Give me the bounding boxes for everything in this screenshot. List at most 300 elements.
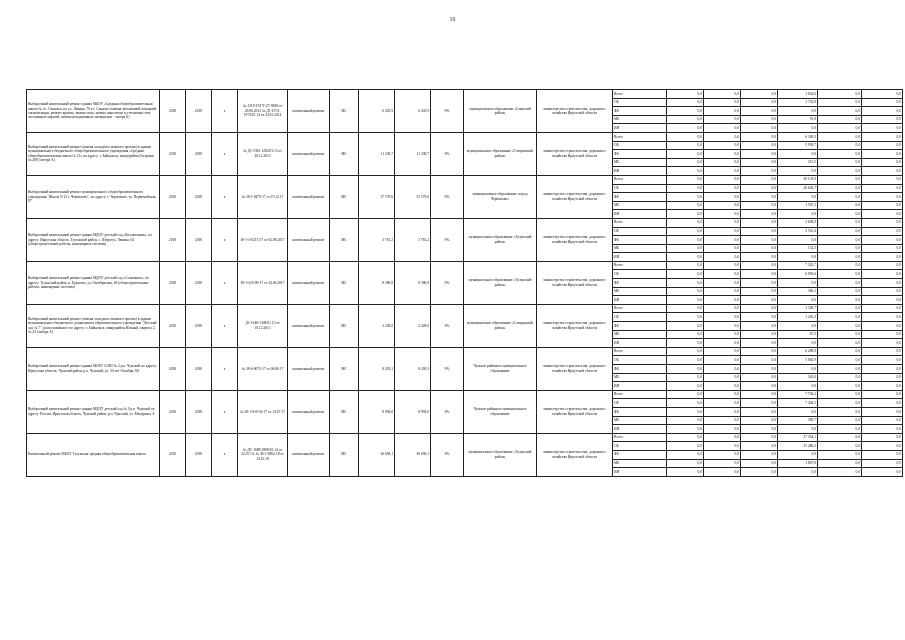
municipality: Чунское районное муниципальное образование [464, 390, 537, 433]
funding-value: 0,0 [667, 158, 704, 167]
funding-source: ИИ [613, 167, 667, 176]
table-row [27, 261, 903, 270]
readiness-percent: 0% [431, 132, 464, 175]
year-end: 2018 [186, 175, 212, 218]
funding-value: 0,0 [667, 279, 704, 288]
funding-value: 0,0 [704, 193, 741, 202]
funding-value: 0,0 [704, 210, 741, 219]
municipality: муниципальное образование «Слюдянский район» [464, 132, 537, 175]
funding-value: 0,0 [741, 450, 778, 459]
funding-value: 0,0 [818, 390, 862, 399]
funding-value: 6 288,9 [778, 347, 818, 356]
ownership-form: МС [330, 90, 359, 133]
funding-value: 0,0 [741, 373, 778, 382]
funding-value: 0,0 [704, 218, 741, 227]
year-end: 2018 [186, 433, 212, 476]
funding-value: 0,0 [778, 450, 818, 459]
funding-value: 0,0 [704, 347, 741, 356]
document-ref: № ДС-1688-1888/01.14 от 22.10.14, № 38-1-0862-18 от 14.10.18 [238, 433, 288, 476]
responsible-ministry: министерство строительства, дорожного хозяйства Иркутской области [537, 218, 613, 261]
funding-value: 0,0 [704, 175, 741, 184]
funding-value: 0,0 [862, 399, 903, 408]
funding-value: 0,0 [667, 416, 704, 425]
funding-source: ОБ [613, 356, 667, 365]
funding-value: 0,0 [862, 150, 903, 159]
funding-value: 0,0 [704, 459, 741, 468]
funding-value: 0,0 [778, 236, 818, 245]
funding-value: 0,0 [778, 322, 818, 331]
estimated-cost: 37 579,6 [359, 175, 395, 218]
funding-value: 0,0 [778, 365, 818, 374]
funding-value: 0,0 [704, 322, 741, 331]
table-body [27, 90, 903, 477]
funding-value: 0,0 [704, 356, 741, 365]
funding-value: 0,0 [667, 227, 704, 236]
capital-repair-table [26, 89, 903, 477]
work-type: капитальный ремонт [288, 218, 330, 261]
funding-value: 0,0 [862, 175, 903, 184]
year-end: 2018 [186, 347, 212, 390]
funding-value: 0,0 [704, 468, 741, 477]
funding-value: 0,0 [704, 279, 741, 288]
funding-value: 0,0 [704, 141, 741, 150]
readiness-percent: 0% [431, 347, 464, 390]
funding-source: ОБ [613, 227, 667, 236]
mark: x [212, 390, 238, 433]
funding-source: ФБ [613, 450, 667, 459]
funding-value: 0,0 [778, 279, 818, 288]
remaining-cost: 6 435,9 [395, 90, 431, 133]
funding-value: 0,0 [704, 339, 741, 348]
funding-value: 2 516,4 [778, 227, 818, 236]
responsible-ministry: министерство строительства, дорожного хозяйства Иркутской области [537, 90, 613, 133]
table-row [27, 175, 903, 184]
funding-value: 0,0 [862, 184, 903, 193]
funding-value: 0,0 [741, 459, 778, 468]
responsible-ministry: министерство строительства, дорожного хозяйства Иркутской области [537, 261, 613, 304]
funding-value: 0,0 [667, 390, 704, 399]
funding-value: 0,0 [741, 296, 778, 305]
funding-value: 0,0 [704, 124, 741, 133]
funding-source: МБ [613, 244, 667, 253]
funding-value: 0,0 [862, 167, 903, 176]
funding-value: 0,0 [667, 322, 704, 331]
funding-value: 0,0 [818, 158, 862, 167]
year-start: 2018 [160, 261, 186, 304]
municipality: муниципальное образование «Тулунский район» [464, 261, 537, 304]
table-row [27, 132, 903, 141]
funding-value: 0,0 [667, 193, 704, 202]
funding-value: 0,0 [818, 270, 862, 279]
estimated-cost: 8 994,0 [359, 390, 395, 433]
work-type: капитальный ремонт [288, 175, 330, 218]
funding-value: 0,0 [741, 304, 778, 313]
funding-value: 0,0 [778, 150, 818, 159]
funding-value: 35 486,3 [778, 442, 818, 451]
funding-value: 0,0 [818, 184, 862, 193]
funding-value: 132,5 [778, 244, 818, 253]
funding-value: 0,0 [818, 365, 862, 374]
funding-value: 0,0 [741, 115, 778, 124]
funding-value: 0,0 [862, 90, 903, 99]
funding-value: 0,0 [818, 425, 862, 434]
funding-source: ФБ [613, 322, 667, 331]
work-type: капитальный ремонт [288, 304, 330, 347]
funding-value: 0,0 [741, 107, 778, 116]
funding-value: 0,0 [704, 107, 741, 116]
funding-value: 0,0 [778, 296, 818, 305]
responsible-ministry: министерство строительства, дорожного хозяйства Иркутской области [537, 347, 613, 390]
funding-source: Всего [613, 304, 667, 313]
funding-value: 0,0 [704, 167, 741, 176]
ownership-form: МС [330, 261, 359, 304]
estimated-cost: 2 228,0 [359, 304, 395, 347]
funding-value: 0,0 [741, 322, 778, 331]
funding-value: 0,0 [818, 416, 862, 425]
funding-value: 0,0 [862, 442, 903, 451]
page-number: 16 [449, 17, 456, 23]
funding-value: 0,0 [818, 407, 862, 416]
funding-value: 28 636,7 [778, 184, 818, 193]
funding-value: 0,0 [862, 459, 903, 468]
object-name: Выборочный капитальный ремонт здания МБОУ «Средняя общеобразовательная школа № 4 г. Саянска» по ул. Ленина, 70 в г. Саянске (замена автономной пожарной сигнализации, ремонт кровли, замена окон, замена линолеума и утепления стен-лестничных маршей, замена неподвижных материалов - литера Б) [27, 90, 160, 133]
municipality: муниципальное образование «Слюдянский район» [464, 304, 537, 347]
object-name: Выборочный капитальный ремонт здания МДОУ детский сад «Солнышко», по адресу: Тулунский район, п. Будагово, ул. Октябрьская, 28 (общестроительные работы, инженерные системы) [27, 261, 160, 304]
funding-value: 0,0 [818, 339, 862, 348]
funding-value: 0,0 [704, 244, 741, 253]
funding-source: ОБ [613, 399, 667, 408]
funding-value: 0,0 [704, 313, 741, 322]
funding-value: 0,0 [818, 236, 862, 245]
remaining-cost: 3 761,2 [395, 218, 431, 261]
funding-value: 2 648,9 [778, 218, 818, 227]
responsible-ministry: министерство строительства, дорожного хозяйства Иркутской области [537, 433, 613, 476]
funding-source: ФБ [613, 236, 667, 245]
funding-value: 0,0 [667, 167, 704, 176]
year-start: 2018 [160, 347, 186, 390]
funding-value: 0,0 [818, 132, 862, 141]
funding-value: 0,0 [818, 218, 862, 227]
funding-value: 0,0 [741, 407, 778, 416]
funding-value: 0,0 [818, 442, 862, 451]
work-type: капитальный ремонт [288, 433, 330, 476]
funding-value: 0,0 [818, 167, 862, 176]
funding-value: 0,0 [704, 416, 741, 425]
work-type: капитальный ремонт [288, 390, 330, 433]
funding-value: 0,0 [818, 227, 862, 236]
funding-value: 0,0 [862, 253, 903, 262]
funding-value: 0,0 [818, 347, 862, 356]
funding-value: 0,0 [704, 373, 741, 382]
funding-value: 0,0 [667, 399, 704, 408]
funding-value: 0,0 [862, 390, 903, 399]
funding-value: 0,0 [741, 98, 778, 107]
remaining-cost: 8 994,0 [395, 390, 431, 433]
funding-source: ИИ [613, 296, 667, 305]
funding-value: 5 993,7 [778, 141, 818, 150]
funding-value: 0,0 [818, 150, 862, 159]
funding-value: 0,0 [818, 141, 862, 150]
funding-value: 0,0 [862, 261, 903, 270]
ownership-form: МС [330, 304, 359, 347]
funding-value: 0,0 [667, 124, 704, 133]
funding-value: 0,0 [704, 158, 741, 167]
funding-value: 0,0 [704, 330, 741, 339]
funding-value: 0,0 [818, 287, 862, 296]
funding-source: ФБ [613, 365, 667, 374]
funding-source: ФБ [613, 193, 667, 202]
funding-source: ФБ [613, 279, 667, 288]
funding-value: 6 309,3 [778, 132, 818, 141]
mark: x [212, 218, 238, 261]
year-start: 2018 [160, 304, 186, 347]
remaining-cost: 8 386,8 [395, 261, 431, 304]
funding-value: 0,0 [704, 90, 741, 99]
funding-value: 0,0 [741, 468, 778, 477]
funding-value: 0,0 [778, 407, 818, 416]
funding-value: 0,0 [741, 193, 778, 202]
year-end: 2018 [186, 304, 212, 347]
funding-value: 0,0 [862, 107, 903, 116]
funding-source: Всего [613, 175, 667, 184]
funding-value: 0,0 [818, 468, 862, 477]
ownership-form: МС [330, 390, 359, 433]
funding-value: 67,5 [778, 330, 818, 339]
funding-value: 0,0 [741, 90, 778, 99]
funding-value: 0,0 [704, 296, 741, 305]
funding-value: 0,0 [862, 287, 903, 296]
funding-value: 0,0 [818, 450, 862, 459]
funding-value: 0,0 [704, 201, 741, 210]
funding-value: 0,0 [667, 141, 704, 150]
work-type: капитальный ремонт [288, 132, 330, 175]
funding-value: 0,0 [667, 201, 704, 210]
funding-source: МБ [613, 158, 667, 167]
funding-value: 0,0 [704, 390, 741, 399]
year-start: 2018 [160, 175, 186, 218]
funding-value: 0,0 [741, 141, 778, 150]
readiness-percent: 0% [431, 390, 464, 433]
funding-value: 0,0 [862, 270, 903, 279]
funding-value: 0,0 [667, 175, 704, 184]
funding-value: 0,0 [778, 468, 818, 477]
funding-value: 0,0 [862, 425, 903, 434]
funding-source: ОБ [613, 141, 667, 150]
funding-value: 0,0 [741, 244, 778, 253]
object-name: Выборочный капитальный ремонт (замена холодного межвого проема) в здании муниципального бюджетного дошкольного образовательного учреждения "Детский сад № 7", расположенного по адресу: г. Байкальск, микрорайон Южный, квартал 2, № 43 (литера А) [27, 304, 160, 347]
funding-source: Всего [613, 261, 667, 270]
funding-value: 0,0 [667, 365, 704, 374]
funding-value: 0,0 [862, 382, 903, 391]
document-ref: № Д1-1392-1282/01.13 от 20.12.2013 [238, 132, 288, 175]
funding-value: 0,0 [667, 450, 704, 459]
funding-value: 0,0 [704, 304, 741, 313]
funding-value: 0,0 [667, 407, 704, 416]
funding-value: 0,0 [667, 304, 704, 313]
mark: x [212, 347, 238, 390]
funding-source: ИИ [613, 210, 667, 219]
funding-value: 0,0 [862, 124, 903, 133]
funding-value: 0,0 [741, 433, 778, 442]
work-type: капитальный ремонт [288, 90, 330, 133]
funding-value: 0,0 [818, 373, 862, 382]
document-ref: № 38-1-0479-17 от 19.12.17 [238, 175, 288, 218]
table-row [27, 390, 903, 399]
funding-value: 0,0 [741, 416, 778, 425]
funding-value: 0,0 [862, 304, 903, 313]
funding-value: 0,0 [818, 459, 862, 468]
funding-source: Всего [613, 132, 667, 141]
funding-value: 0,0 [818, 313, 862, 322]
table-row [27, 218, 903, 227]
ownership-form: МС [330, 132, 359, 175]
funding-value: 0,0 [862, 132, 903, 141]
funding-value: 0,0 [741, 365, 778, 374]
funding-value: 0,0 [667, 98, 704, 107]
funding-value: 0,0 [667, 132, 704, 141]
funding-source: ОБ [613, 184, 667, 193]
funding-value: 0,0 [778, 210, 818, 219]
funding-value: 0,0 [741, 150, 778, 159]
funding-value: 0,0 [778, 425, 818, 434]
year-end: 2018 [186, 261, 212, 304]
funding-value: 0,0 [741, 425, 778, 434]
funding-value: 0,0 [741, 218, 778, 227]
funding-value: 1 742,8 [778, 98, 818, 107]
funding-value: 0,0 [741, 287, 778, 296]
funding-value: 0,0 [818, 433, 862, 442]
funding-value: 0,0 [741, 399, 778, 408]
object-name: Выборочный капитальный ремонт здания МДОУ детский сад «Колокольчик», по адресу: Иркутская область, Тулунский район, с. Шерагул, Ленина, 62 (общестроительные работы, инженерные системы) [27, 218, 160, 261]
funding-source: МБ [613, 201, 667, 210]
mark: x [212, 90, 238, 133]
readiness-percent: 0% [431, 261, 464, 304]
funding-value: 0,0 [741, 442, 778, 451]
funding-source: Всего [613, 347, 667, 356]
funding-source: Всего [613, 218, 667, 227]
funding-value: 0,0 [862, 244, 903, 253]
funding-value: 0,0 [741, 261, 778, 270]
funding-value: 0,0 [818, 356, 862, 365]
funding-value: 0,0 [778, 382, 818, 391]
funding-value: 0,0 [741, 227, 778, 236]
funding-value: 0,0 [704, 227, 741, 236]
estimated-cost: 8 203,3 [359, 347, 395, 390]
work-type: капитальный ремонт [288, 347, 330, 390]
funding-value: 0,0 [818, 279, 862, 288]
funding-value: 0,0 [704, 450, 741, 459]
document-ref: № 1319-15/ГТ-27-3908 от 20.06.2012 № Д1-1574-1974/01.14 от 24.01.2014 [238, 90, 288, 133]
funding-value: 0,0 [818, 244, 862, 253]
responsible-ministry: министерство строительства, дорожного хозяйства Иркутской области [537, 390, 613, 433]
funding-value: 0,0 [704, 115, 741, 124]
funding-value: 0,0 [704, 382, 741, 391]
funding-value: 0,0 [862, 141, 903, 150]
funding-value: 0,0 [862, 193, 903, 202]
readiness-percent: 0% [431, 433, 464, 476]
funding-value: 0,0 [667, 313, 704, 322]
funding-value: 0,0 [667, 150, 704, 159]
object-name: Капитальный ремонт МБОУ Тулунская средняя общеобразовательная школа [27, 433, 160, 476]
funding-value: 0,0 [818, 304, 862, 313]
funding-value: 0,0 [862, 322, 903, 331]
funding-value: 0,0 [704, 132, 741, 141]
funding-value: 0,0 [704, 433, 741, 442]
funding-value: 0,0 [862, 313, 903, 322]
municipality: муниципальное образование «Тулунский район» [464, 433, 537, 476]
estimated-cost: 3 761,2 [359, 218, 395, 261]
municipality: муниципальное образование «Тулунский район» [464, 218, 537, 261]
funding-source: ФБ [613, 407, 667, 416]
funding-value: 0,0 [667, 330, 704, 339]
funding-value: 30 143,9 [778, 175, 818, 184]
funding-value: 0,0 [818, 201, 862, 210]
document-ref: 38-1-4-0213-17 от 02.08.2017 [238, 218, 288, 261]
funding-value: 1 281,2 [778, 313, 818, 322]
funding-value: 0,0 [862, 236, 903, 245]
funding-value: 0,0 [667, 425, 704, 434]
funding-value: 0,0 [667, 236, 704, 245]
funding-value: 0,0 [741, 356, 778, 365]
object-name: Выборочный капитальный ремонт здания МОБУ СОШ № 2 р.п. Чунский по адресу: Иркутская область, Чунский район, р.п. Чунский, ул. 50 лет Октября, 8А [27, 347, 160, 390]
funding-value: 0,0 [818, 98, 862, 107]
funding-value: 0,0 [704, 270, 741, 279]
table-row [27, 90, 903, 99]
funding-value: 0,0 [862, 227, 903, 236]
funding-source: ОБ [613, 442, 667, 451]
funding-source: ИИ [613, 253, 667, 262]
funding-value: 0,0 [667, 356, 704, 365]
funding-value: 0,0 [862, 115, 903, 124]
funding-value: 0,0 [862, 279, 903, 288]
funding-value: 0,0 [667, 90, 704, 99]
work-type: капитальный ремонт [288, 261, 330, 304]
funding-value: 0,0 [862, 158, 903, 167]
funding-value: 0,0 [862, 201, 903, 210]
funding-value: 1 834,6 [778, 90, 818, 99]
funding-value: 0,0 [704, 184, 741, 193]
year-start: 2018 [160, 132, 186, 175]
funding-source: ИИ [613, 425, 667, 434]
municipality: муниципальное образование «Саянский район» [464, 90, 537, 133]
estimated-cost: 8 386,8 [359, 261, 395, 304]
funding-value: 7 404,5 [778, 399, 818, 408]
readiness-percent: 0% [431, 90, 464, 133]
funding-value: 389,7 [778, 416, 818, 425]
year-end: 2018 [186, 390, 212, 433]
funding-value: 0,0 [818, 382, 862, 391]
funding-value: 0,0 [667, 442, 704, 451]
funding-source: ОБ [613, 313, 667, 322]
funding-source: ФБ [613, 107, 667, 116]
funding-value: 0,0 [862, 407, 903, 416]
estimated-cost: 6 435,9 [359, 90, 395, 133]
funding-value: 0,0 [667, 339, 704, 348]
funding-value: 0,0 [741, 253, 778, 262]
remaining-cost: 33 579,6 [395, 175, 431, 218]
funding-value: 7 794,2 [778, 390, 818, 399]
year-start: 2018 [160, 390, 186, 433]
funding-value: 0,0 [667, 468, 704, 477]
funding-value: 0,0 [741, 279, 778, 288]
funding-value: 6 956,6 [778, 270, 818, 279]
funding-value: 0,0 [667, 115, 704, 124]
mark: x [212, 261, 238, 304]
funding-value: 0,0 [818, 115, 862, 124]
funding-value: 0,0 [818, 193, 862, 202]
document-ref: № 38-1-6-0136-17 от 14.07.17 [238, 390, 288, 433]
funding-value: 0,0 [667, 433, 704, 442]
